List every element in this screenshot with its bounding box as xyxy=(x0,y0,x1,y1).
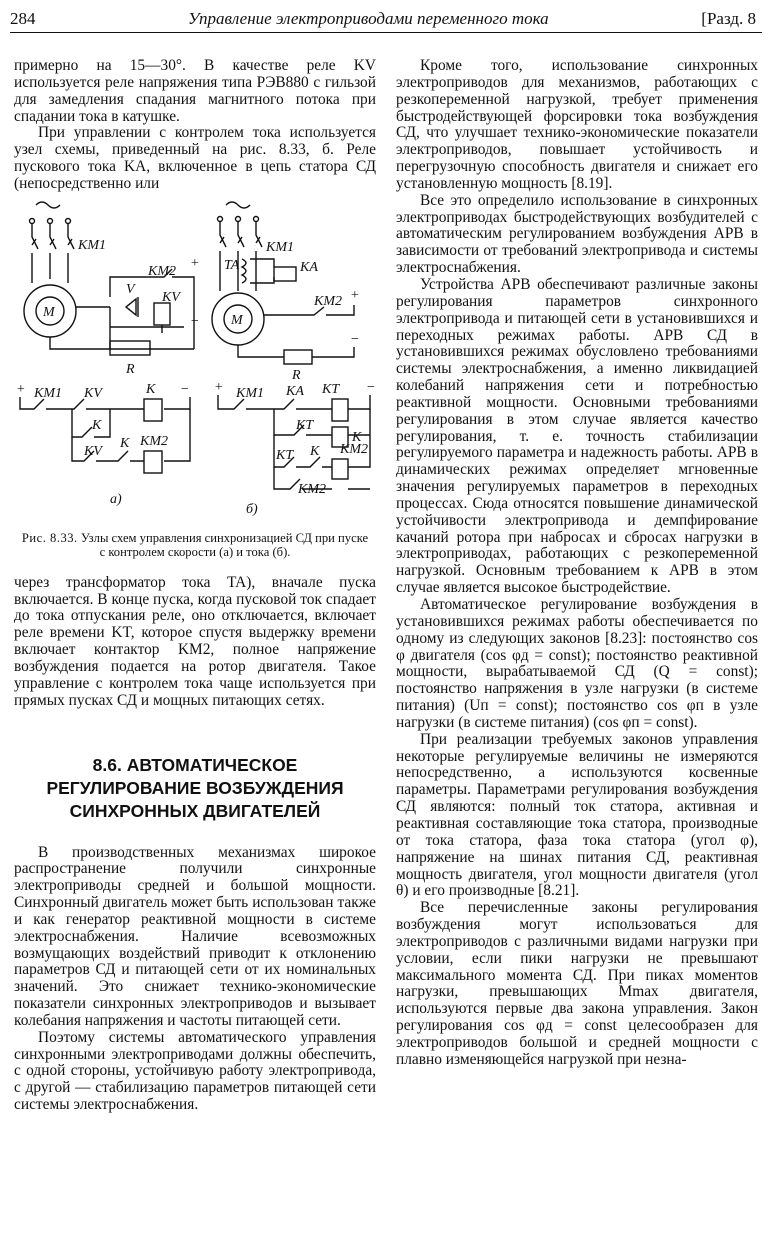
label-a: a) xyxy=(110,491,122,507)
page-header xyxy=(10,6,762,33)
label-kt-b3: KT xyxy=(276,447,294,463)
paragraph: Автоматическое регулирование возбуждения в установившихся режимах работы обеспечивается по одному из следующих законов [8.23]: постоянство cos φ двигателя (cos φд = const); постоянство реактивной мощности, вырабатываемой СД (Q = const); постоянство напряжения в узле нагрузки (в системе питания) (Uп = const); постоянство cos φп в узле нагрузки (в системе питания) (cos φп = const). xyxy=(396,596,758,731)
page-number: 284 xyxy=(10,9,36,28)
label-kv-a2: KV xyxy=(84,385,102,401)
figure-caption xyxy=(18,531,372,560)
label-k-a: K xyxy=(146,381,156,397)
running-title: Управление электроприводами переменного тока xyxy=(188,9,549,28)
figure-8-33 xyxy=(14,197,376,575)
label-k-a3: K xyxy=(120,435,130,451)
label-minus-b1: − xyxy=(350,331,360,347)
label-km2-b3: KM2 xyxy=(298,481,326,497)
label-m-a: M xyxy=(43,304,55,320)
paragraph: При управлении с контролем тока используется узел схемы, приведенный на рис. 8.33, б. Реле пускового тока KA, включенное в цепь статора СД (непосредственно или xyxy=(14,124,376,192)
label-kt-b: KT xyxy=(322,381,340,397)
label-k-b2: K xyxy=(310,443,320,459)
paragraph: Все это определило использование в синхронных электроприводах быстродействующих возбудителей с автоматическим регулированием возбуждения АРВ в зависимости от требований электропривода и системы электроснабжения. xyxy=(396,191,758,277)
paragraph: через трансформатор тока TA), вначале пуска включается. В конце пуска, когда пусковой ток спадает до тока отпускания реле, оно отключается, включает реле времени KT, которое спустя выдержку времени включает контактор KM2, полное напряжение возбуждения подается на ротор двигателя. Такое управление с контролем тока чаще используется при прямых пусках СД и мощных питающих сетях. xyxy=(14,573,376,709)
section-marker: [Разд. 8 xyxy=(701,9,756,28)
label-plus-a2: + xyxy=(16,381,26,397)
section-title: 8.6. АВТОМАТИЧЕСКОЕ РЕГУЛИРОВАНИЕ ВОЗБУЖДЕНИЯ СИНХРОННЫХ ДВИГАТЕЛЕЙ xyxy=(46,754,344,821)
label-ka-b: KA xyxy=(300,259,318,275)
label-km2-b: KM2 xyxy=(314,293,342,309)
label-k-b: K xyxy=(352,429,362,445)
label-r-b: R xyxy=(292,367,301,383)
paragraph: При реализации требуемых законов управления некоторые регулируемые величины не измеряются непосредственно, а используются косвенные параметры. Параметрами регулирования возбуждения СД являются: полный ток статора, активная и реактивная составляющие тока статора, производные от тока статора, фаза тока статора (угол φ), напряжение на шинах питания СД, реактивная мощность двигателя, угол мощности двигателя (угол θ) и его производные [8.21]. xyxy=(396,730,758,900)
paragraph: Кроме того, использование синхронных электроприводов для механизмов, работающих с резкопеременной нагрузкой, требует применения быстродействующей форсировки тока возбуждения СД, что улучшает технико-экономические показатели электроприводов, повышает устойчивость и перегрузочную способность двигателя и снижает его установленную мощность [8.19]. xyxy=(396,57,758,192)
label-k-a2: K xyxy=(92,417,102,433)
paragraph: Устройства АРВ обеспечивают различные законы регулирования параметров синхронного электропривода и питающей сети в установившихся и переходных режимах работы. АРВ СД в установившихся режимах обусловлено требованиями системы электроснабжения, а именно ликвидацией колебаний напряжения сети и потребностью реактивной мощности. Основными требованиями регулирования в этом случае является качество регулирования, т. е. точность стабилизации регулируемого параметра и надежность работы. АРВ в динамических режимах определяет мгновенные значения регулируемых параметров в переходных процессах. Сюда относятся повышение динамической устойчивости электропривода и демпфирование качаний ротора при набросах и сбросах нагрузки в электроприводах, работающих с резкопеременной нагрузкой. Основным требованием к АРВ в этом случае является высокое быстродействие. xyxy=(396,275,758,597)
label-plus-b2: + xyxy=(214,379,224,395)
label-v: V xyxy=(126,281,135,297)
label-km1-a: KM1 xyxy=(78,237,106,253)
label-plus-b1: + xyxy=(350,287,360,303)
label-plus-a1: + xyxy=(190,255,200,271)
label-km2-a: KM2 xyxy=(148,263,176,279)
paragraph: примерно на 15—30°. В качестве реле KV используется реле напряжения типа РЭВ880 с гильзой для замедления спадания магнитного потока при спадании тока в катушке. xyxy=(14,57,376,125)
left-column xyxy=(14,58,376,1114)
caption-label: Рис. 8.33. xyxy=(21,530,78,545)
label-km1-b: KM1 xyxy=(266,239,294,255)
label-m-b: M xyxy=(231,312,243,328)
paragraph: Все перечисленные законы регулирования возбуждения могут использоваться для электроприводов с различными видами нагрузки при условии, если пики нагрузки не превышают максимального момента СД. При пиках моментов нагрузки, превышающих Mmax двигателя, используются первые два закона управления. Закон регулирования cos φд = const целесообразен для электроприводов большой и средней мощности с плавно изменяющейся нагрузкой при незна- xyxy=(396,899,758,1068)
label-km2-a2: KM2 xyxy=(140,433,168,449)
label-b: б) xyxy=(246,501,258,517)
label-ka-b2: KA xyxy=(286,383,304,399)
label-kv-a3: KV xyxy=(84,443,102,459)
caption-text: Узлы схем управления синхронизацией СД при пуске с контролем скорости (а) и тока (б). xyxy=(80,530,369,560)
label-km1-b2: KM1 xyxy=(236,385,264,401)
paragraph: Поэтому системы автоматического управления синхронными электроприводами должны обеспечить, с одной стороны, устойчивую работу электропривода, с другой — стабилизацию параметров питающей сети системы электроснабжения. xyxy=(14,1028,376,1114)
paragraph: В производственных механизмах широкое распространение получили синхронные электроприводы средней и большой мощности. Синхронный двигатель может быть использован также и как генератор реактивной мощности в системе электроснабжения. Наличие всевозможных возмущающих воздействий приводит к отклонению параметров СД и питающей сети от их номинальных значений. Это снижает технико-экономические показатели синхронных электроприводов и вызывает колебания напряжения и частоты питающей сети. xyxy=(14,843,376,1029)
label-kv-a: KV xyxy=(162,289,180,305)
label-minus-a1: − xyxy=(190,313,200,329)
label-minus-a2: − xyxy=(180,381,190,397)
label-r-a: R xyxy=(126,361,135,377)
label-km1-a2: KM1 xyxy=(34,385,62,401)
circuit-diagram xyxy=(14,197,376,527)
label-kt-b2: KT xyxy=(296,417,314,433)
label-ta: TA xyxy=(224,257,240,273)
label-km2-b2: KM2 xyxy=(340,441,368,457)
right-column xyxy=(396,58,758,1069)
label-minus-b2: − xyxy=(366,379,376,395)
